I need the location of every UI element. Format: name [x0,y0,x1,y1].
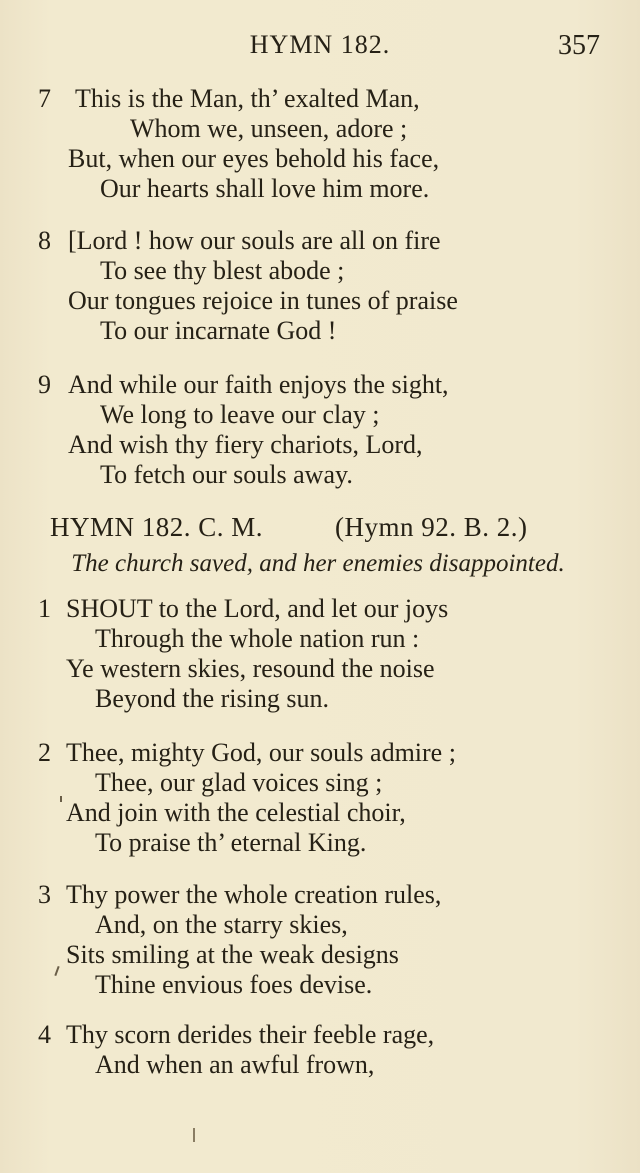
verse-line: We long to leave our clay ; [100,400,380,429]
verse-line: This is the Man, th’ exalted Man, [75,84,420,113]
verse-line: Our hearts shall love him more. [100,174,430,203]
verse-line: And when an awful frown, [95,1050,375,1079]
verse-line: To fetch our souls away. [100,460,353,489]
print-speck [60,796,62,802]
print-speck [54,966,59,976]
verse-number: 8 [38,226,51,255]
hymn-title: HYMN 182. C. M. [50,512,264,542]
verse-number: 3 [38,880,51,909]
verse-line: Thy power the whole creation rules, [66,880,442,909]
verse-line: Ye western skies, resound the noise [66,654,435,683]
verse-line: And while our faith enjoys the sight, [68,370,449,399]
verse-number: 2 [38,738,51,767]
verse-line: And wish thy fiery chariots, Lord, [68,430,423,459]
hymn-subtitle: The church saved, and her enemies disappointed. [71,550,565,577]
verse-line: But, when our eyes behold his face, [68,144,440,173]
page-number: 357 [558,30,600,61]
verse-number: 7 [38,84,51,113]
verse-line: Our tongues rejoice in tunes of praise [68,286,458,315]
verse-line: To our incarnate God ! [100,316,337,345]
verse-line: To praise th’ eternal King. [95,828,367,857]
print-speck [193,1128,195,1142]
hymn-reference: (Hymn 92. B. 2.) [335,512,528,542]
verse-line: SHOUT to the Lord, and let our joys [66,594,449,623]
verse-number: 4 [38,1020,51,1049]
verse-line: Whom we, unseen, adore ; [130,114,408,143]
verse-number: 9 [38,370,51,399]
hymn-heading [50,512,610,543]
verse-line: Beyond the rising sun. [95,684,329,713]
verse-line: Sits smiling at the weak designs [66,940,399,969]
verse-line: Thine envious foes devise. [95,970,373,999]
verse-line: Through the whole nation run : [95,624,420,653]
verse-line: [Lord ! how our souls are all on fire [68,226,441,255]
verse-line: And join with the celestial choir, [66,798,406,827]
verse-line: Thee, mighty God, our souls admire ; [66,738,456,767]
verse-number: 1 [38,594,51,623]
verse-line: And, on the starry skies, [95,910,348,939]
verse-line: To see thy blest abode ; [100,256,345,285]
verse-line: Thee, our glad voices sing ; [95,768,383,797]
verse-line: Thy scorn derides their feeble rage, [66,1020,435,1049]
running-header: HYMN 182. [249,30,391,59]
